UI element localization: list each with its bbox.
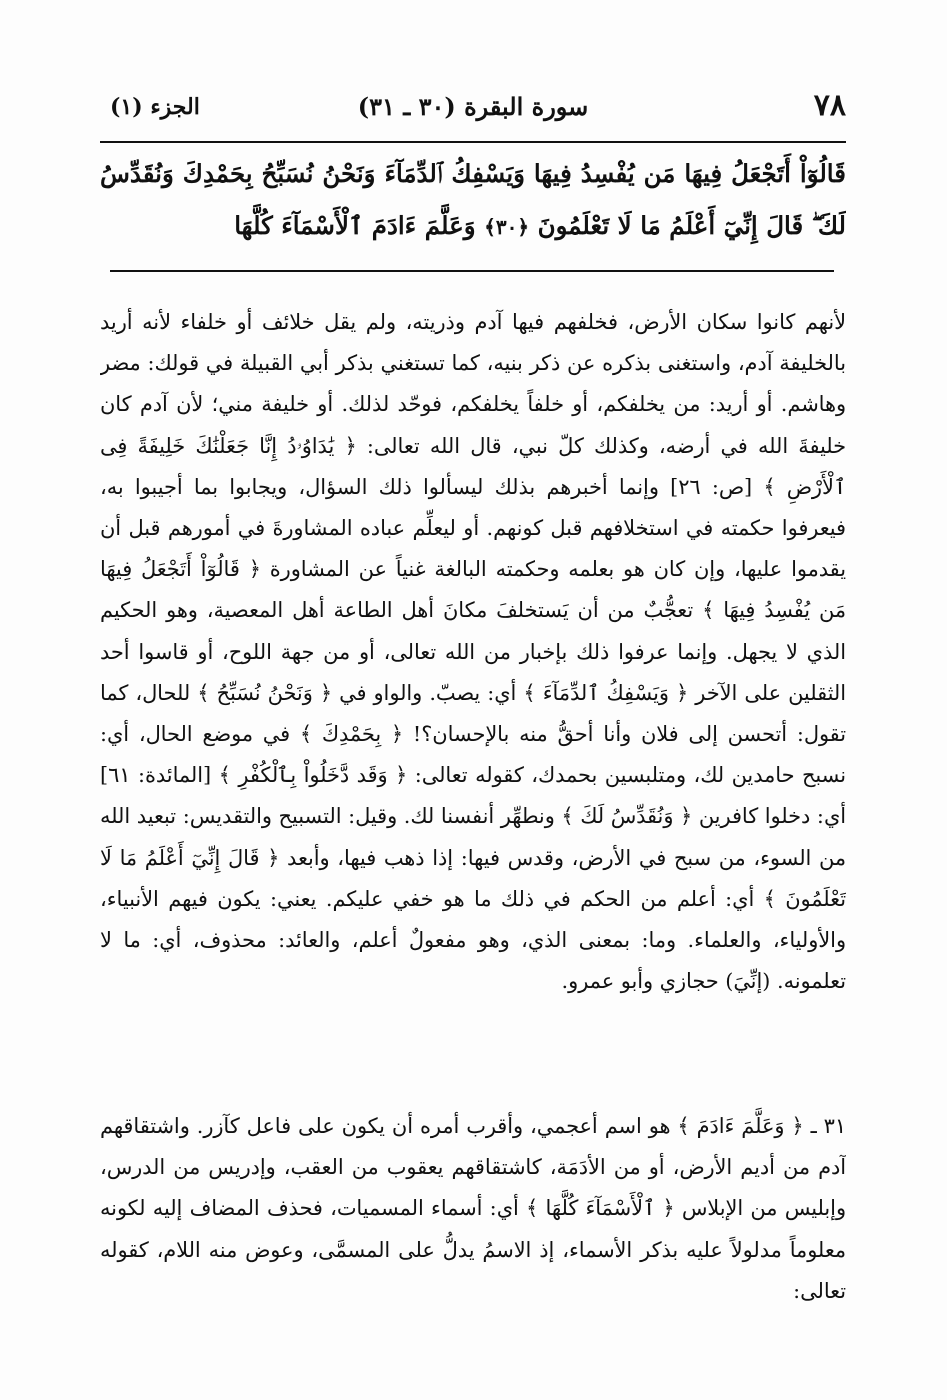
ayah-number-marker: ﴿٣٠﴾ [484, 215, 530, 239]
commentary-paragraph-1 [100, 302, 846, 1128]
verse-divider [110, 270, 834, 272]
verse-text-part1: قَالُوٓاْ أَتَجْعَلُ فِيهَا مَن يُفْسِدُ فِيهَا وَيَسْفِكُ ٱلدِّمَآءَ وَنَحْنُ نُسَبِّحُ بِحَمْدِكَ وَنُقَدِّسُ لَكَ ۖ قَالَ إِنِّيٓ أَعْلَمُ مَا لَا تَعْلَمُونَ [100, 159, 846, 240]
page-number: ٧٨ [813, 88, 846, 123]
verse-text-part2: وَعَلَّمَ ءَادَمَ ٱلْأَسْمَآءَ كُلَّهَا [234, 211, 476, 240]
juz-label: الجزء (١) [110, 94, 200, 120]
header-divider [100, 141, 846, 143]
commentary-paragraph-2 [100, 1106, 846, 1332]
paragraph-text: لأنهم كانوا سكان الأرض، فخلفهم فيها آدم وذريته، ولم يقل خلائف أو خلفاء لأنه أريد بالخليفة آدم، واستغنى بذكره عن ذكر بنيه، كما تستغني بذكر أبي القبيلة في قولك: مضر وهاشم. أو أريد: من يخلفكم، أو خلفاً يخلفكم، فوحّد لذلك. أو خليفة مني؛ لأن آدم كان خليفةَ الله في أرضه، وكذلك كلّ نبي، قال الله تعالى: ﴿ يَٰدَاوُۥدُ إِنَّا جَعَلْنَٰكَ خَلِيفَةً فِى ٱلْأَرْضِ ﴾ [ص: ٢٦] وإنما أخبرهم بذلك ليسألوا ذلك السؤال، ويجابوا بما أجيبوا به، فيعرفوا حكمته في استخلافهم قبل كونهم. أو ليعلِّم عباده المشاورةَ في أمورهم قبل أن يقدموا عليها، وإن كان هو بعلمه وحكمته البالغة غنياً عن المشاورة ﴿ قَالُوٓاْ أَتَجْعَلُ فِيهَا مَن يُفْسِدُ فِيهَا ﴾ تعجُّبٌ من أن يَستخلفَ مكانَ أهل الطاعة أهل المعصية، وهو الحكيم الذي لا يجهل. وإنما عرفوا ذلك بإخبار من الله تعالى، أو من جهة اللوح، أو قاسوا أحد الثقلين على الآخر ﴿ وَيَسْفِكُ ٱلدِّمَآءَ ﴾ أي: يصبّ. والواو في ﴿ وَنَحْنُ نُسَبِّحُ ﴾ للحال، كما تقول: أتحسن إلى فلان وأنا أحقُّ منه بالإحسان؟! ﴿ بِحَمْدِكَ ﴾ في موضع الحال، أي: نسبح حامدين لك، ومتلبسين بحمدك، كقوله تعالى: ﴿ وَقَد دَّخَلُواْ بِٱلْكُفْرِ ﴾ [المائدة: ٦١] أي: دخلوا كافرين ﴿ وَنُقَدِّسُ لَكَ ﴾ ونطهِّر أنفسنا لك. وقيل: التسبيح والتقديس: تبعيد الله من السوء، من سبح في الأرض، وقدس فيها: إذا ذهب فيها، وأبعد ﴿ قَالَ إِنِّيٓ أَعْلَمُ مَا لَا تَعْلَمُونَ ﴾ أي: أعلم من الحكم في ذلك ما هو خفي عليكم. يعني: يكون فيهم الأنبياء، والأولياء، والعلماء. وما: بمعنى الذي، وهو مفعولٌ أعلم، والعائد: محذوف، أي: ما لا تعلمونه. (إنِّيَ) حجازي وأبو عمرو. [100, 310, 846, 994]
paragraph-text: ٣١ ـ ﴿ وَعَلَّمَ ءَادَمَ ﴾ هو اسم أعجمي، وأقرب أمره أن يكون على فاعل كآزر. واشتقاقهم آدم من أديم الأرض، أو من الأدَمَة، كاشتقاقهم يعقوب من العقب، وإدريس من الدرس، وإبليس من الإبلاس ﴿ ٱلْأَسْمَآءَ كُلَّهَا ﴾ أي: أسماء المسميات، فحذف المضاف إليه لكونه معلوماً مدلولاً عليه بذكر الأسماء، إذ الاسمُ يدلُّ على المسمَّى، وعوض منه اللام، كقوله تعالى: [100, 1114, 846, 1303]
surah-title: سورة البقرة (٣٠ ـ ٣١) [357, 92, 589, 121]
quran-verse-block [100, 148, 846, 260]
page-header [100, 80, 846, 140]
